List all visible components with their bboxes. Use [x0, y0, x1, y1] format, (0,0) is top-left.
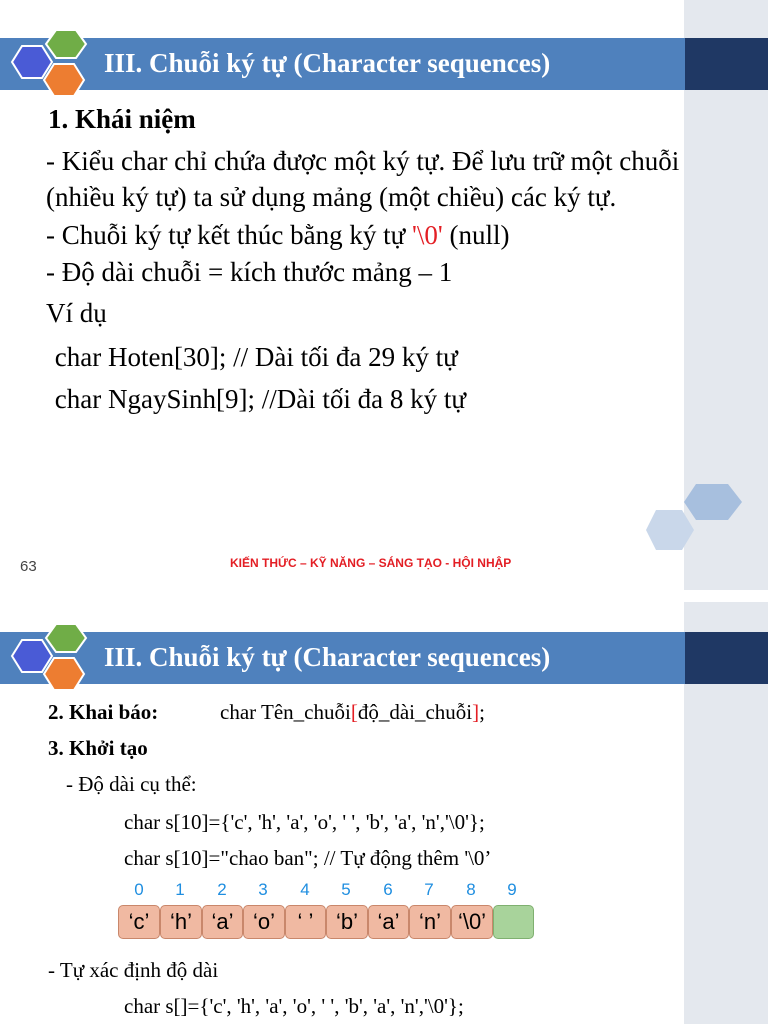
array-index: 4 — [300, 880, 310, 899]
decorative-hexagons-icon — [644, 478, 748, 556]
decl-bracket-close: ] — [472, 700, 480, 724]
array-cell: ‘a’ — [368, 905, 409, 939]
section-heading: 1. Khái niệm — [48, 104, 196, 134]
array-index: 6 — [383, 880, 393, 899]
footer-slogan: KIẾN THỨC – KỸ NĂNG – SÁNG TẠO - HỘI NHẬP — [230, 556, 512, 570]
init-heading: 3. Khởi tạo — [48, 736, 148, 760]
text-line-3 — [46, 220, 509, 251]
hexagon-green — [46, 30, 86, 58]
text-line-1: - Kiểu char chỉ chứa được một ký tự. Để lưu trữ một chuỗi — [46, 146, 680, 176]
array-cell: ‘ ’ — [285, 905, 326, 939]
array-index: 5 — [341, 880, 351, 899]
title-bar-accent — [685, 38, 768, 90]
hexagon-cluster-icon-2 — [8, 622, 90, 694]
hexagon-cluster-icon — [8, 28, 90, 100]
code-line-3: char s[]={'c', 'h', 'a', 'o', ' ', 'b', 'a', 'n','\0'}; — [124, 994, 464, 1018]
title-bar-accent-2 — [685, 632, 768, 684]
hexagon-blue — [12, 46, 52, 78]
auto-length-label: - Tự xác định độ dài — [48, 958, 219, 982]
array-index: 7 — [424, 880, 434, 899]
array-cell: ‘c’ — [118, 905, 160, 939]
example-label: Ví dụ — [46, 298, 107, 328]
hexagon-orange — [44, 64, 84, 96]
text-line-3-a: - Chuỗi ký tự kết thúc bằng ký tự — [46, 220, 412, 250]
array-cell: ‘\0’ — [451, 905, 493, 939]
fixed-length-label: - Độ dài cụ thể: — [66, 772, 197, 796]
array-index: 2 — [217, 880, 227, 899]
null-char: '\0' — [411, 220, 443, 250]
decl-bracket-open: [ — [350, 700, 358, 724]
array-cell: ‘h’ — [160, 905, 202, 939]
array-index: 3 — [258, 880, 268, 899]
array-index: 8 — [466, 880, 476, 899]
array-index: 1 — [175, 880, 185, 899]
page-number: 63 — [20, 558, 37, 575]
decl-code-a: char Tên_chuỗi — [220, 700, 351, 724]
decl-code-c: độ_dài_chuỗi — [357, 700, 473, 724]
text-line-3-b: (null) — [442, 220, 510, 250]
declaration-code — [220, 700, 485, 725]
slide-title-2: III. Chuỗi ký tự (Character sequences) — [104, 642, 551, 672]
array-index: 9 — [507, 880, 517, 899]
array-cell: ‘n’ — [409, 905, 451, 939]
array-cell: ‘o’ — [243, 905, 285, 939]
code-line-2: char s[10]="chao ban"; // Tự động thêm '\0’ — [124, 846, 492, 870]
slide-separator — [0, 590, 768, 596]
array-cell: ‘b’ — [326, 905, 368, 939]
text-line-2: (nhiều ký tự) ta sử dụng mảng (một chiều) các ký tự. — [46, 182, 617, 212]
example-code-1: char Hoten[30]; // Dài tối đa 29 ký tự — [48, 342, 458, 372]
code-line-1: char s[10]={'c', 'h', 'a', 'o', ' ', 'b', 'a', 'n','\0'}; — [124, 810, 485, 834]
array-index: 0 — [134, 880, 144, 899]
example-code-2: char NgaySinh[9]; //Dài tối đa 8 ký tự — [48, 384, 467, 414]
declaration-label: 2. Khai báo: — [48, 700, 159, 724]
text-line-4: - Độ dài chuỗi = kích thước mảng – 1 — [46, 257, 453, 287]
slide-title: III. Chuỗi ký tự (Character sequences) — [104, 48, 551, 78]
array-cell: ‘a’ — [202, 905, 243, 939]
decl-code-e: ; — [479, 700, 485, 724]
array-cell-empty — [493, 905, 534, 939]
